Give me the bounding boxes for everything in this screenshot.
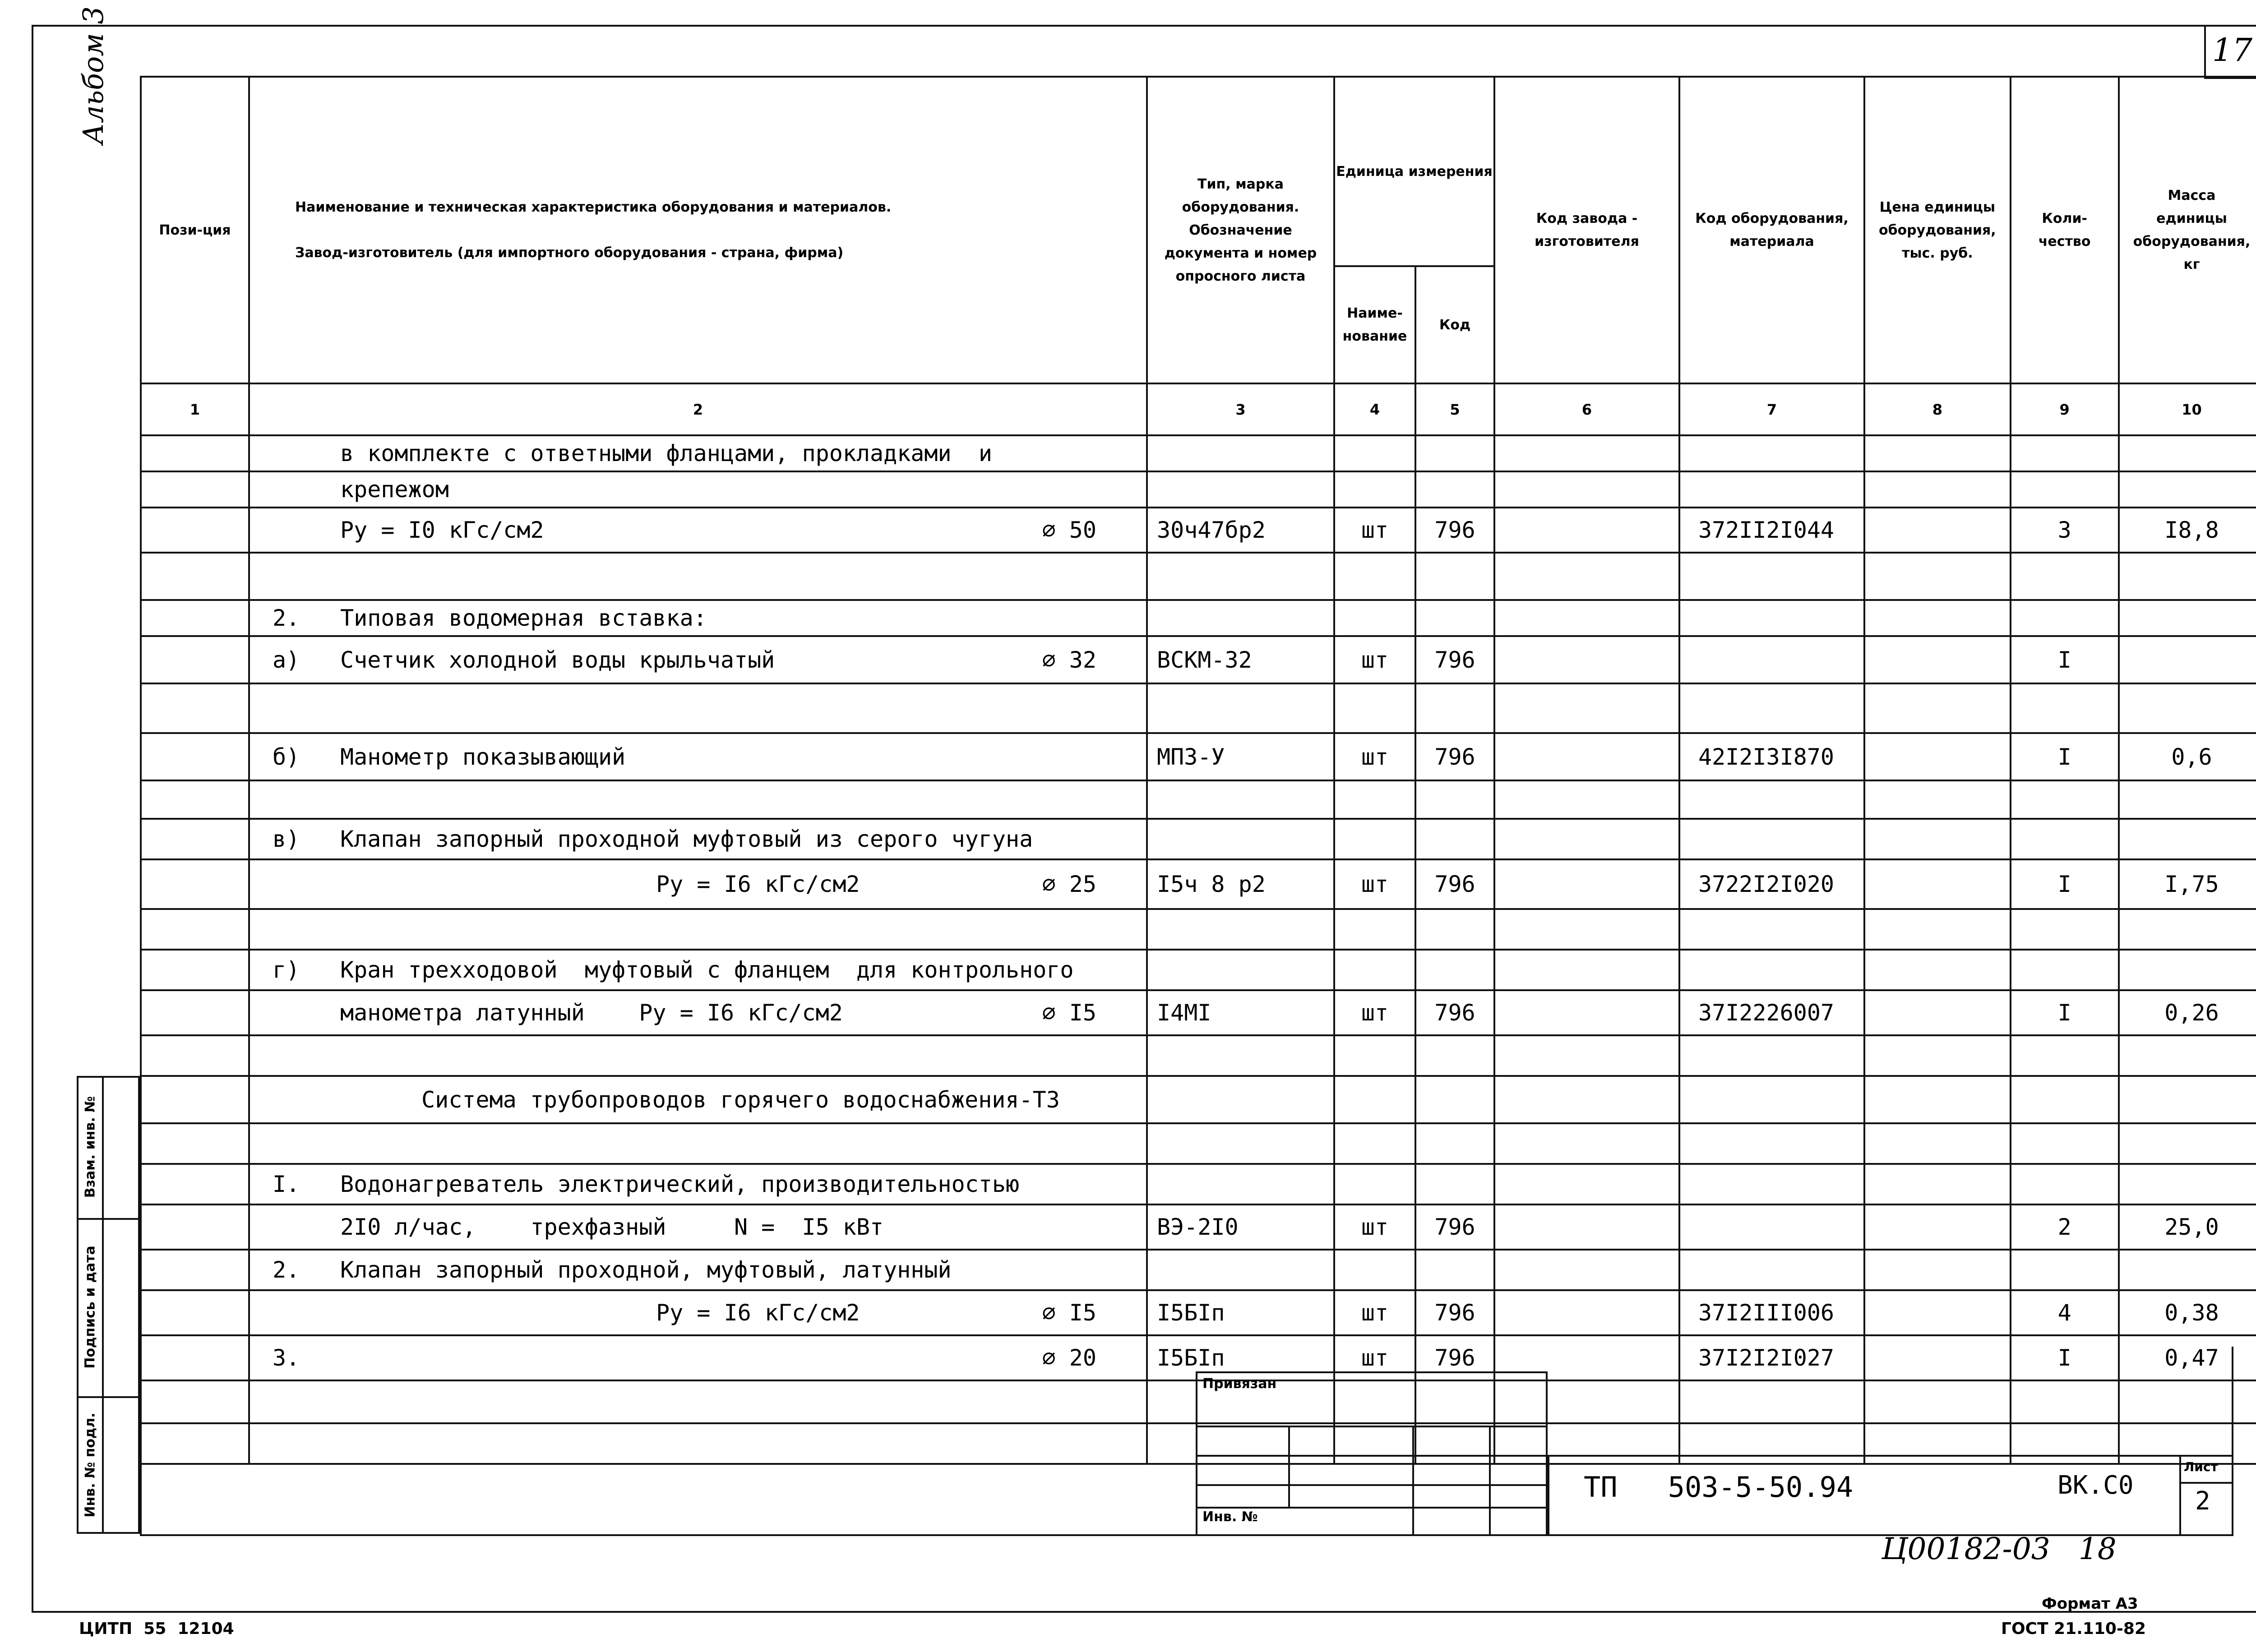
cell-mass: [2119, 1035, 2256, 1076]
cell-equipment-code: [1679, 909, 1864, 950]
cell-equipment-code: [1679, 683, 1864, 733]
cell-pos: [141, 1076, 249, 1123]
header-unit: Единица измерения: [1334, 77, 1494, 266]
cell-type: [1147, 1035, 1334, 1076]
cell-unit: [1334, 1035, 1415, 1076]
cell-mass: [2119, 683, 2256, 733]
cell-factory-code: [1494, 950, 1679, 990]
cell-type: ВСКМ-32: [1147, 636, 1334, 683]
cell-name: [249, 435, 1147, 471]
cell-type: [1147, 1123, 1334, 1164]
header-price: Цена единицы оборудования, тыс. руб.: [1864, 77, 2011, 383]
cell-pos: [141, 1035, 249, 1076]
item-position: I.: [273, 1171, 300, 1197]
cell-price: [1864, 1123, 2011, 1164]
cell-type: [1147, 909, 1334, 950]
cell-factory-code: [1494, 1290, 1679, 1335]
header-unit-code: Код: [1415, 266, 1494, 383]
cell-factory-code: [1494, 1123, 1679, 1164]
table-row: [141, 819, 2256, 859]
side-label-vzam: Взам. инв. №: [82, 1096, 98, 1198]
cell-name: [249, 819, 1147, 859]
cell-qty: [2011, 950, 2119, 990]
cell-unit: шт: [1334, 508, 1415, 553]
item-diameter: ∅ 50: [1042, 517, 1096, 543]
cell-qty: [2011, 1123, 2119, 1164]
cell-unit-code: [1415, 1076, 1494, 1123]
table-row: [141, 553, 2256, 600]
table-row: [141, 1123, 2256, 1164]
cell-equipment-code: 372II2I044: [1679, 508, 1864, 553]
table-row: [141, 859, 2256, 909]
cell-unit-code: 796: [1415, 990, 1494, 1035]
cell-qty: 4: [2011, 1290, 2119, 1335]
cell-price: [1864, 780, 2011, 819]
cell-mass: 0,47: [2119, 1335, 2256, 1380]
cell-unit: шт: [1334, 1290, 1415, 1335]
cell-qty: I: [2011, 1335, 2119, 1380]
item-name: в комплекте с ответными фланцами, прокладками и: [340, 440, 992, 466]
specification-table: [140, 76, 2256, 1465]
cell-pos: [141, 1123, 249, 1164]
cell-price: [1864, 1035, 2011, 1076]
cell-qty: [2011, 819, 2119, 859]
item-name: Клапан запорный проходной, муфтовый, латунный: [340, 1257, 952, 1283]
table-row: [141, 950, 2256, 990]
cell-pos: [141, 600, 249, 636]
cell-factory-code: [1494, 471, 1679, 508]
cell-qty: I: [2011, 733, 2119, 780]
cell-unit-code: [1415, 780, 1494, 819]
item-diameter: ∅ I5: [1042, 1300, 1096, 1326]
item-name: крепежом: [340, 476, 449, 503]
header-pos: Пози-ция: [141, 77, 249, 383]
table-row: [141, 1076, 2256, 1123]
item-name: манометра латунный Ру = I6 кГс/см2: [340, 1000, 843, 1026]
sheet-label: Лист: [2184, 1459, 2218, 1474]
cell-qty: [2011, 683, 2119, 733]
item-position: 2.: [273, 1257, 300, 1283]
cell-unit: [1334, 471, 1415, 508]
cell-unit: шт: [1334, 1204, 1415, 1250]
cell-mass: 0,26: [2119, 990, 2256, 1035]
cell-name: [249, 909, 1147, 950]
cell-unit: [1334, 950, 1415, 990]
cell-qty: I: [2011, 636, 2119, 683]
table-row: [141, 1035, 2256, 1076]
cell-qty: 3: [2011, 508, 2119, 553]
cell-price: [1864, 950, 2011, 990]
cell-mass: [2119, 1123, 2256, 1164]
cell-qty: [2011, 909, 2119, 950]
table-row: [141, 733, 2256, 780]
cell-price: [1864, 1164, 2011, 1204]
side-label-podpis: Подпись и дата: [82, 1246, 98, 1369]
item-name: Кран трехходовой муфтовый с фланцем для контрольного: [340, 957, 1074, 983]
item-position: г): [273, 957, 300, 983]
cell-mass: [2119, 1164, 2256, 1204]
cell-qty: I: [2011, 990, 2119, 1035]
cell-unit-code: 796: [1415, 508, 1494, 553]
cell-mass: [2119, 600, 2256, 636]
cell-unit-code: [1415, 1164, 1494, 1204]
cell-name: [249, 1250, 1147, 1290]
cell-unit: [1334, 1250, 1415, 1290]
cell-price: [1864, 859, 2011, 909]
cell-factory-code: [1494, 1035, 1679, 1076]
privyazan-label: Привязан: [1202, 1376, 1277, 1392]
cell-pos: [141, 471, 249, 508]
cell-type: [1147, 600, 1334, 636]
cell-factory-code: [1494, 508, 1679, 553]
cell-factory-code: [1494, 819, 1679, 859]
item-name: Манометр показывающий: [340, 743, 626, 770]
cell-mass: [2119, 553, 2256, 600]
table-row: [141, 600, 2256, 636]
cell-unit: шт: [1334, 733, 1415, 780]
citp-label: ЦИТП 55 12104: [79, 1620, 234, 1638]
cell-unit: [1334, 435, 1415, 471]
cell-qty: [2011, 1250, 2119, 1290]
cell-factory-code: [1494, 1204, 1679, 1250]
cell-pos: [141, 950, 249, 990]
cell-price: [1864, 636, 2011, 683]
cell-equipment-code: [1679, 1250, 1864, 1290]
item-pressure: Ру = I6 кГс/см2: [656, 871, 860, 897]
cell-qty: [2011, 1164, 2119, 1204]
section-title: Система трубопроводов горячего водоснабжения-Т3: [421, 1086, 1060, 1113]
cell-unit: [1334, 553, 1415, 600]
cell-price: [1864, 909, 2011, 950]
item-position: а): [273, 646, 300, 673]
table-row: [141, 1164, 2256, 1204]
table-row: [141, 780, 2256, 819]
cell-unit: [1334, 909, 1415, 950]
cell-equipment-code: 37I2226007: [1679, 990, 1864, 1035]
cell-type: ВЭ-2I0: [1147, 1204, 1334, 1250]
header-qty: Коли-чество: [2011, 77, 2119, 383]
cell-name: [249, 733, 1147, 780]
cell-type: [1147, 1164, 1334, 1204]
cell-mass: [2119, 819, 2256, 859]
cell-qty: [2011, 1076, 2119, 1123]
cell-pos: [141, 636, 249, 683]
cell-name: [249, 1035, 1147, 1076]
cell-name: [249, 508, 1147, 553]
cell-name: [249, 859, 1147, 909]
cell-unit-code: [1415, 600, 1494, 636]
cell-pos: [141, 990, 249, 1035]
item-name: Счетчик холодной воды крыльчатый: [340, 646, 775, 673]
header-name: Наименование и техническая характеристика оборудования и материалов. Завод-изготовитель (для импортного оборудования - страна, фирма): [249, 77, 1147, 383]
cell-mass: [2119, 780, 2256, 819]
cell-qty: [2011, 780, 2119, 819]
cell-unit: [1334, 1076, 1415, 1123]
cell-equipment-code: [1679, 1035, 1864, 1076]
cell-unit-code: [1415, 435, 1494, 471]
cell-qty: I: [2011, 859, 2119, 909]
cell-qty: [2011, 600, 2119, 636]
table-row: [141, 990, 2256, 1035]
cell-factory-code: [1494, 780, 1679, 819]
cell-type: [1147, 819, 1334, 859]
cell-mass: 0,6: [2119, 733, 2256, 780]
cell-pos: [141, 859, 249, 909]
cell-mass: I,75: [2119, 859, 2256, 909]
item-name: 2I0 л/час, трехфазный N = I5 кВт: [340, 1214, 884, 1240]
header-unit-name: Наиме-нование: [1334, 266, 1415, 383]
cell-equipment-code: [1679, 435, 1864, 471]
cell-mass: [2119, 435, 2256, 471]
cell-type: 30ч47бр2: [1147, 508, 1334, 553]
doc-code: ТП 503-5-50.94: [1584, 1471, 1854, 1504]
cell-equipment-code: [1679, 819, 1864, 859]
cell-unit-code: [1415, 909, 1494, 950]
cell-unit: [1334, 780, 1415, 819]
cell-factory-code: [1494, 733, 1679, 780]
item-position: 2.: [273, 605, 300, 631]
header-row: [141, 77, 2256, 266]
cell-equipment-code: [1679, 950, 1864, 990]
cell-pos: [141, 780, 249, 819]
gost-label: ГОСТ 21.110-82: [2001, 1620, 2146, 1638]
cell-mass: [2119, 1076, 2256, 1123]
table-row: [141, 1204, 2256, 1250]
cell-factory-code: [1494, 553, 1679, 600]
cell-price: [1864, 600, 2011, 636]
cell-name: [249, 990, 1147, 1035]
cell-price: [1864, 683, 2011, 733]
cell-type: МПЗ-У: [1147, 733, 1334, 780]
cell-mass: [2119, 950, 2256, 990]
cell-pos: [141, 819, 249, 859]
cell-unit-code: 796: [1415, 636, 1494, 683]
cell-type: I5ч 8 р2: [1147, 859, 1334, 909]
cell-unit-code: 796: [1415, 1204, 1494, 1250]
cell-factory-code: [1494, 1250, 1679, 1290]
cell-unit-code: 796: [1415, 733, 1494, 780]
album-label: Альбом 3: [77, 6, 110, 144]
cell-price: [1864, 819, 2011, 859]
cell-unit-code: 796: [1415, 859, 1494, 909]
cell-type: I5БIп: [1147, 1290, 1334, 1335]
cell-mass: [2119, 636, 2256, 683]
cell-mass: [2119, 1250, 2256, 1290]
column-numbers-row: 1 2 3 4 5 6 7 8 9 10: [141, 383, 2256, 435]
cell-name: [249, 1123, 1147, 1164]
header-equipment-code: Код оборудования, материала: [1679, 77, 1864, 383]
cell-pos: [141, 1250, 249, 1290]
table-row: [141, 636, 2256, 683]
cell-pos: [141, 508, 249, 553]
cell-type: [1147, 1076, 1334, 1123]
cell-mass: 0,38: [2119, 1290, 2256, 1335]
cell-factory-code: [1494, 435, 1679, 471]
cell-price: [1864, 990, 2011, 1035]
cell-equipment-code: 37I2I2I027: [1679, 1335, 1864, 1380]
page-number: 17: [2212, 32, 2253, 69]
cell-factory-code: [1494, 859, 1679, 909]
cell-price: [1864, 508, 2011, 553]
table-row: [141, 1250, 2256, 1290]
cell-name: [249, 600, 1147, 636]
cell-unit-code: 796: [1415, 1335, 1494, 1380]
item-name: Ру = I0 кГс/см2: [340, 517, 544, 543]
table-row: [141, 435, 2256, 471]
cell-type: [1147, 780, 1334, 819]
cell-equipment-code: [1679, 1123, 1864, 1164]
cell-pos: [141, 1290, 249, 1335]
table-row: [141, 471, 2256, 508]
table-row: [141, 1290, 2256, 1335]
cell-mass: I8,8: [2119, 508, 2256, 553]
cell-unit-code: 796: [1415, 1290, 1494, 1335]
cell-qty: [2011, 1035, 2119, 1076]
cell-factory-code: [1494, 909, 1679, 950]
cell-qty: [2011, 471, 2119, 508]
cell-price: [1864, 733, 2011, 780]
cell-factory-code: [1494, 1076, 1679, 1123]
item-name: Водонагреватель электрический, производительностью: [340, 1171, 1020, 1197]
cell-name: [249, 553, 1147, 600]
item-pressure: Ру = I6 кГс/см2: [656, 1300, 860, 1326]
cell-factory-code: [1494, 683, 1679, 733]
item-diameter: ∅ 25: [1042, 871, 1096, 897]
cell-price: [1864, 1204, 2011, 1250]
cell-factory-code: [1494, 636, 1679, 683]
cell-equipment-code: 37I2III006: [1679, 1290, 1864, 1335]
table-row: [141, 508, 2256, 553]
cell-equipment-code: [1679, 1204, 1864, 1250]
cell-price: [1864, 1076, 2011, 1123]
cell-equipment-code: [1679, 780, 1864, 819]
cell-unit: шт: [1334, 1335, 1415, 1380]
cell-unit: шт: [1334, 990, 1415, 1035]
cell-pos: [141, 733, 249, 780]
cell-unit-code: [1415, 553, 1494, 600]
cell-type: I5БIп: [1147, 1335, 1334, 1380]
item-position: в): [273, 826, 300, 852]
doc-mark: ВК.С0: [2057, 1471, 2134, 1500]
cell-name: [249, 1076, 1147, 1123]
cell-type: I4МI: [1147, 990, 1334, 1035]
cell-unit-code: [1415, 950, 1494, 990]
cell-qty: [2011, 435, 2119, 471]
sheet-number: 2: [2195, 1486, 2210, 1516]
cell-type: [1147, 553, 1334, 600]
cell-factory-code: [1494, 600, 1679, 636]
cell-factory-code: [1494, 990, 1679, 1035]
item-position: б): [273, 743, 300, 770]
cell-unit-code: [1415, 683, 1494, 733]
cell-unit-code: [1415, 1250, 1494, 1290]
cell-pos: [141, 1164, 249, 1204]
cell-name: [249, 780, 1147, 819]
cell-price: [1864, 553, 2011, 600]
cell-factory-code: [1494, 1164, 1679, 1204]
table-row: [141, 683, 2256, 733]
cell-name: [249, 1204, 1147, 1250]
cell-name: [249, 471, 1147, 508]
cell-name: [249, 683, 1147, 733]
item-position: 3.: [273, 1345, 300, 1371]
cell-type: [1147, 471, 1334, 508]
cell-unit: [1334, 1164, 1415, 1204]
cell-mass: [2119, 909, 2256, 950]
header-mass: Масса единицы оборудования, кг: [2119, 77, 2256, 383]
cell-qty: [2011, 553, 2119, 600]
cell-pos: [141, 435, 249, 471]
cell-qty: 2: [2011, 1204, 2119, 1250]
cell-equipment-code: 42I2I3I870: [1679, 733, 1864, 780]
cell-pos: [141, 683, 249, 733]
cell-name: [249, 1290, 1147, 1335]
format-label: Формат А3: [2042, 1595, 2138, 1613]
cell-equipment-code: [1679, 600, 1864, 636]
cell-unit: [1334, 819, 1415, 859]
cell-price: [1864, 435, 2011, 471]
cell-unit: [1334, 600, 1415, 636]
cell-unit-code: [1415, 471, 1494, 508]
cell-unit: шт: [1334, 859, 1415, 909]
header-type: Тип, марка оборудования. Обозначение документа и номер опросного листа: [1147, 77, 1334, 383]
inv-no-label: Инв. №: [1202, 1509, 1258, 1525]
cell-name: [249, 950, 1147, 990]
item-name: Типовая водомерная вставка:: [340, 605, 707, 631]
cell-equipment-code: [1679, 471, 1864, 508]
cell-type: [1147, 683, 1334, 733]
header-factory-code: Код завода - изготовителя: [1494, 77, 1679, 383]
item-diameter: ∅ 20: [1042, 1345, 1096, 1371]
cell-type: [1147, 1250, 1334, 1290]
cell-equipment-code: [1679, 553, 1864, 600]
cell-equipment-code: 3722I2I020: [1679, 859, 1864, 909]
cell-type: [1147, 950, 1334, 990]
cell-unit-code: [1415, 1123, 1494, 1164]
table-body: [141, 435, 2256, 1423]
cell-unit-code: [1415, 1035, 1494, 1076]
cell-unit: шт: [1334, 636, 1415, 683]
cell-pos: [141, 909, 249, 950]
side-label-invpodl: Инв. № подл.: [82, 1412, 98, 1518]
item-diameter: ∅ I5: [1042, 1000, 1096, 1026]
cell-type: [1147, 435, 1334, 471]
cell-equipment-code: [1679, 636, 1864, 683]
item-name: Клапан запорный проходной муфтовый из серого чугуна: [340, 826, 1033, 852]
cell-mass: 25,0: [2119, 1204, 2256, 1250]
handwritten-code: Ц00182-03 18: [1882, 1532, 2117, 1566]
cell-name: [249, 1164, 1147, 1204]
cell-unit: [1334, 683, 1415, 733]
cell-price: [1864, 1290, 2011, 1335]
cell-mass: [2119, 471, 2256, 508]
cell-name: [249, 636, 1147, 683]
cell-unit-code: [1415, 819, 1494, 859]
cell-price: [1864, 471, 2011, 508]
table-row: [141, 909, 2256, 950]
cell-pos: [141, 553, 249, 600]
cell-equipment-code: [1679, 1164, 1864, 1204]
cell-pos: [141, 1204, 249, 1250]
cell-unit: [1334, 1123, 1415, 1164]
cell-equipment-code: [1679, 1076, 1864, 1123]
item-diameter: ∅ 32: [1042, 646, 1096, 673]
cell-price: [1864, 1250, 2011, 1290]
